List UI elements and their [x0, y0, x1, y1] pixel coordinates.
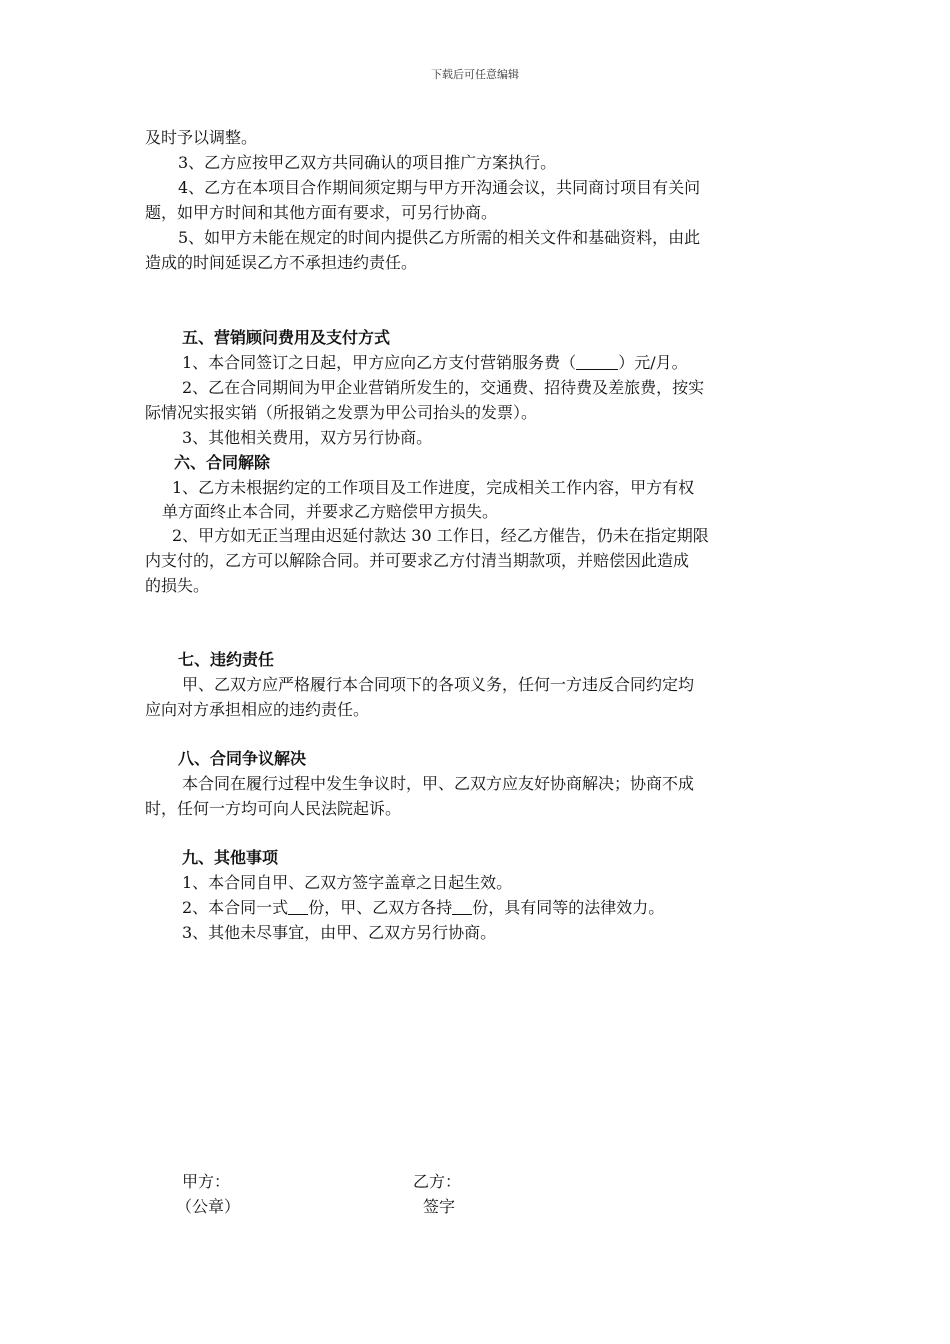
paragraph-line: 题，如甲方时间和其他方面有要求，可另行协商。 [145, 203, 498, 222]
copies-text: 份，甲、乙双方各持 [308, 898, 453, 917]
party-a-seal-label: （公章） [176, 1197, 241, 1216]
paragraph-line: 3、乙方应按甲乙双方共同确认的项目推广方案执行。 [178, 153, 557, 172]
paragraph-line: 3、其他相关费用，双方另行协商。 [182, 428, 433, 447]
paragraph-line: 内支付的，乙方可以解除合同。并可要求乙方付清当期款项，并赔偿因此造成 [145, 551, 690, 570]
copies-blank [288, 898, 308, 915]
section-heading-8: 八、合同争议解决 [178, 749, 307, 768]
paragraph-line [182, 896, 664, 920]
fee-clause-text: 1、本合同签订之日起，甲方应向乙方支付营销服务费（ [182, 353, 577, 372]
paragraph-line: 单方面终止本合同，并要求乙方赔偿甲方损失。 [162, 502, 499, 521]
paragraph-line [182, 351, 688, 375]
paragraph-line: 应向对方承担相应的违约责任。 [145, 700, 370, 719]
section-heading-7: 七、违约责任 [178, 650, 275, 669]
paragraph-line: 2、甲方如无正当理由迟延付款达 30 工作日，经乙方催告，仍未在指定期限 [172, 526, 709, 545]
paragraph-line: 1、乙方未根据约定的工作项目及工作进度，完成相关工作内容，甲方有权 [172, 478, 695, 497]
fee-clause-unit: ）元/月。 [618, 353, 688, 372]
paragraph-line: 2、乙在合同期间为甲企业营销所发生的，交通费、招待费及差旅费，按实 [182, 378, 705, 397]
section-heading-9: 九、其他事项 [182, 848, 279, 867]
paragraph-line: 甲、乙双方应严格履行本合同项下的各项义务，任何一方违反合同约定均 [182, 675, 695, 694]
paragraph-line: 本合同在履行过程中发生争议时，甲、乙双方应友好协商解决；协商不成 [182, 774, 695, 793]
section-heading-6: 六、合同解除 [174, 453, 271, 472]
copies-text: 2、本合同一式 [182, 898, 289, 917]
paragraph-line: 4、乙方在本项目合作期间须定期与甲方开沟通会议，共同商讨项目有关问 [178, 178, 701, 197]
party-b-sign-label: 签字 [423, 1197, 456, 1216]
paragraph-line: 及时予以调整。 [145, 128, 258, 147]
paragraph-line: 造成的时间延误乙方不承担违约责任。 [145, 253, 418, 272]
header-note: 下载后可任意编辑 [431, 68, 519, 81]
copies-text: 份，具有同等的法律效力。 [472, 898, 665, 917]
paragraph-line: 时，任何一方均可向人民法院起诉。 [145, 799, 402, 818]
paragraph-line: 际情况实报实销（所报销之发票为甲公司抬头的发票）。 [145, 403, 538, 422]
party-b-label: 乙方： [413, 1172, 462, 1191]
paragraph-line: 3、其他未尽事宜，由甲、乙双方另行协商。 [182, 923, 497, 942]
party-a-label: 甲方： [182, 1172, 231, 1191]
paragraph-line: 5、如甲方未能在规定的时间内提供乙方所需的相关文件和基础资料，由此 [178, 228, 701, 247]
copies-blank [452, 898, 472, 915]
paragraph-line: 的损失。 [145, 576, 210, 595]
paragraph-line: 1、本合同自甲、乙双方签字盖章之日起生效。 [182, 873, 513, 892]
section-heading-5: 五、营销顾问费用及支付方式 [182, 328, 391, 347]
fee-blank [576, 353, 618, 370]
